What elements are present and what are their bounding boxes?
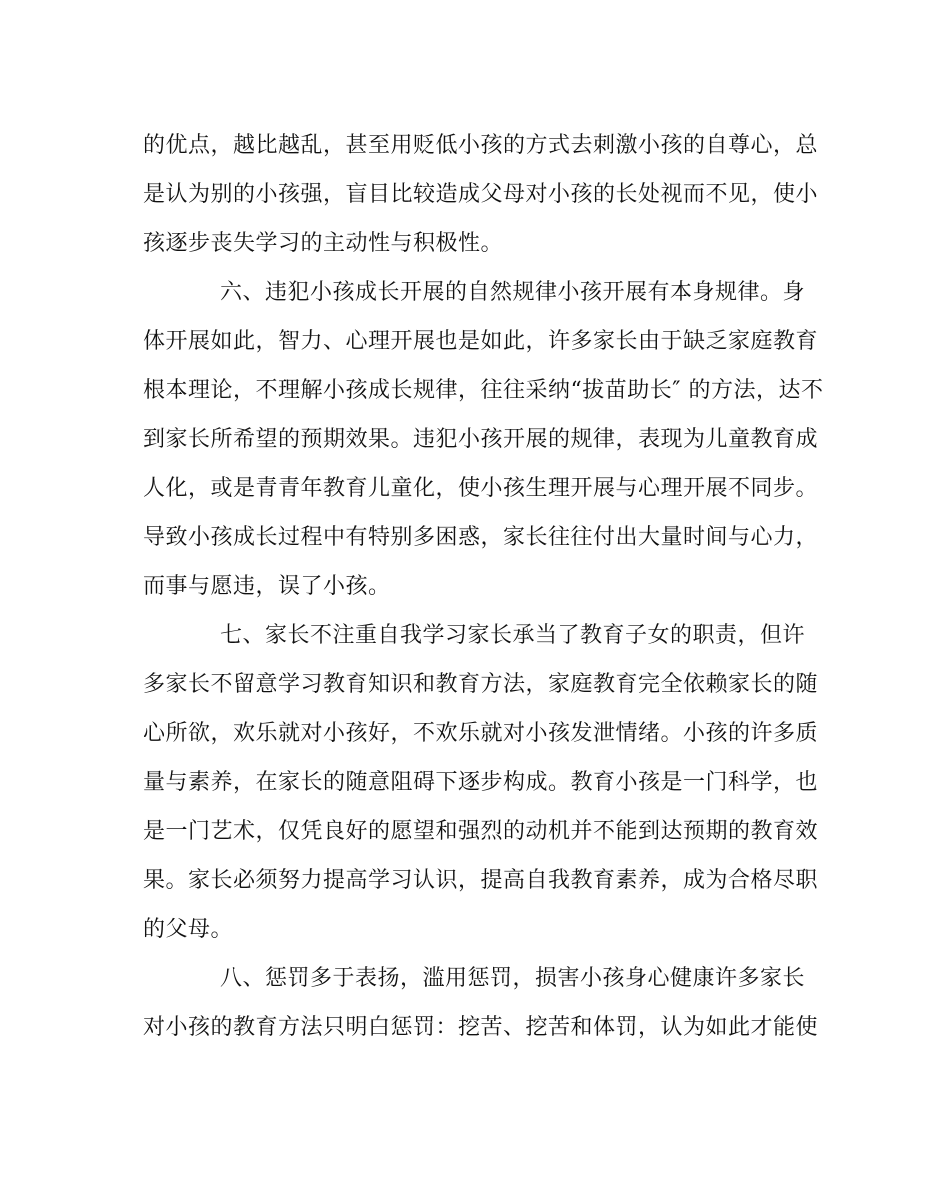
- text-line: 而事与愿违，误了小孩。: [143, 574, 391, 599]
- text-line: 人化，或是青青年教育儿童化，使小孩生理开展与心理开展不同步。: [143, 476, 819, 501]
- paragraph-heading-8: 八、惩罚多于表扬，滥用惩罚，损害小孩身心健康许多家长: [220, 966, 806, 991]
- text-line: 果。家长必须努力提高学习认识，提高自我教育素养，成为合格尽职: [143, 868, 819, 893]
- text-line: 多家长不留意学习教育知识和教育方法，家庭教育完全依赖家长的随: [143, 672, 819, 697]
- text-line: 对小孩的教育方法只明白惩罚：挖苦、挖苦和体罚，认为如此才能使: [143, 1015, 819, 1040]
- paragraph-heading-7: 七、家长不注重自我学习家长承当了教育子女的职责，但许: [220, 623, 806, 648]
- text-line: 体开展如此，智力、心理开展也是如此，许多家长由于缺乏家庭教育: [143, 329, 819, 354]
- text-line: 的父母。: [143, 917, 234, 942]
- paragraph-heading-6: 六、违犯小孩成长开展的自然规律小孩开展有本身规律。身: [220, 280, 806, 305]
- text-line: 是认为别的小孩强，盲目比较造成父母对小孩的长处视而不见，使小: [143, 182, 819, 207]
- text-line: 心所欲，欢乐就对小孩好，不欢乐就对小孩发泄情绪。小孩的许多质: [143, 721, 819, 746]
- text-line: 量与素养，在家长的随意阻碍下逐步构成。教育小孩是一门科学，也: [143, 770, 819, 795]
- text-line: 根本理论，不理解小孩成长规律，往往采纳“拔苗助长″ 的方法，达不: [143, 378, 824, 403]
- text-line: 的优点，越比越乱，甚至用贬低小孩的方式去刺激小孩的自尊心，总: [143, 133, 819, 158]
- text-line: 孩逐步丧失学习的主动性与积极性。: [143, 231, 504, 256]
- text-line: 是一门艺术，仅凭良好的愿望和强烈的动机并不能到达预期的教育效: [143, 819, 819, 844]
- text-line: 导致小孩成长过程中有特别多困惑，家长往往付出大量时间与心力，: [143, 525, 819, 550]
- text-line: 到家长所希望的预期效果。违犯小孩开展的规律，表现为儿童教育成: [143, 427, 819, 452]
